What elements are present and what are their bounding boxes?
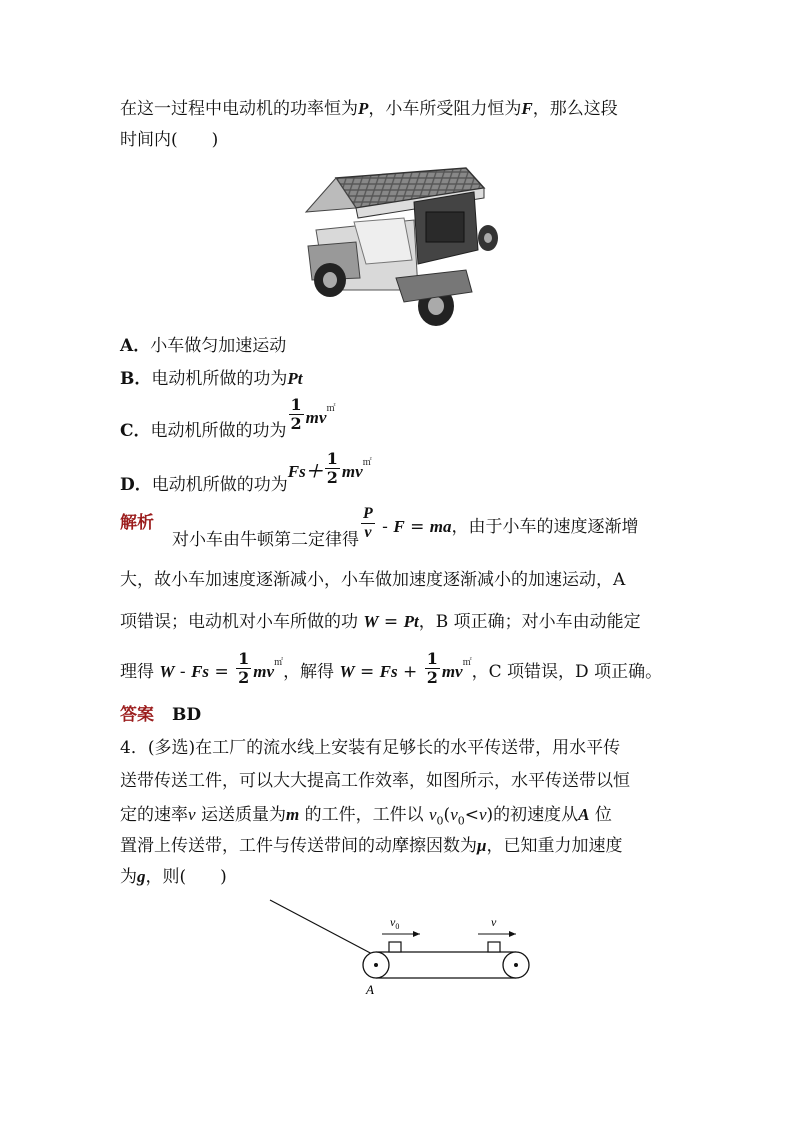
denominator: 2 — [290, 414, 302, 433]
subscript: 0 — [457, 814, 465, 828]
text: 对小车由牛顿第二定律得 — [172, 530, 359, 550]
text: ，由于小车的速度逐渐增 — [451, 517, 639, 537]
math: A — [578, 805, 590, 824]
math: m — [285, 805, 300, 824]
math: Fs＋ — [287, 462, 323, 481]
math: F — [393, 517, 405, 536]
text: ，小车所受阻力恒为 — [368, 99, 522, 119]
superscript: ㎡ — [274, 658, 284, 668]
denominator: 2 — [326, 468, 338, 487]
symbol-f: F — [521, 99, 533, 118]
text: ，解得 — [283, 662, 340, 682]
option-text: 小车做匀加速运动 — [150, 336, 287, 356]
label-v0: $v_0$ — [390, 915, 400, 931]
math: W — [159, 662, 175, 681]
math: g — [137, 867, 146, 886]
text: + — [397, 662, 423, 682]
workpiece-1 — [389, 942, 401, 952]
math: mv — [305, 408, 327, 427]
answer-tag: 答案 — [120, 705, 154, 725]
text: ，已知重力加速度 — [486, 836, 623, 856]
math: v — [429, 805, 437, 824]
text: < — [464, 805, 479, 825]
answer-line — [120, 707, 201, 724]
superscript: ㎡ — [362, 458, 372, 468]
numerator: 1 — [238, 649, 250, 668]
q4-line-2: 送带传送工件，可以大大提高工作效率，如图所示，水平传送带以恒 — [120, 771, 630, 791]
analysis-line-1 — [120, 505, 639, 550]
text: ，那么这段 — [532, 99, 618, 119]
answer-value: BD — [172, 705, 202, 725]
denominator: v — [364, 524, 372, 541]
superscript: ㎡ — [462, 658, 472, 668]
numerator: 1 — [426, 649, 438, 668]
text: ，则( ) — [145, 867, 227, 887]
math: W — [363, 612, 379, 631]
q4-line-4 — [120, 837, 622, 855]
text: )的初速度从 — [486, 805, 579, 825]
option-a — [120, 338, 286, 355]
option-text: 电动机所做的功为 — [151, 369, 288, 389]
text: 理得 — [120, 662, 160, 682]
math: v — [478, 805, 487, 824]
fraction — [361, 505, 375, 542]
option-b — [120, 370, 302, 388]
text: 置滑上传送带，工件与传送带间的动摩擦因数为 — [120, 836, 477, 856]
math: ma — [429, 517, 452, 536]
math: v — [450, 805, 458, 824]
fraction — [236, 650, 251, 687]
text: 定的速率 — [120, 805, 188, 825]
numerator: 1 — [326, 449, 338, 468]
math: Pt — [403, 612, 419, 631]
text: 位 — [589, 805, 612, 825]
math: v — [188, 805, 196, 824]
intro-line-1 — [120, 100, 618, 118]
numerator: P — [363, 505, 373, 522]
option-text: 电动机所做的功为 — [151, 475, 288, 495]
option-label: D． — [120, 475, 152, 495]
option-label: C． — [120, 421, 151, 441]
text: ( — [443, 805, 451, 825]
math: W — [339, 662, 355, 681]
q4-line-5 — [120, 868, 227, 886]
math: Fs — [191, 662, 210, 681]
subscript: 0 — [436, 814, 444, 828]
ramp-line — [270, 900, 376, 956]
label-v: v — [491, 915, 497, 929]
denominator: 2 — [426, 668, 438, 687]
text: - — [376, 517, 394, 537]
math: mv — [253, 662, 275, 681]
label-a: A — [366, 982, 374, 997]
text: ，C 项错误，D 项正确。 — [471, 662, 663, 682]
text: ，B 项正确；对小车由动能定 — [418, 612, 641, 632]
analysis-tag: 解析 — [120, 513, 154, 533]
math: Pt — [287, 369, 303, 388]
text: = — [404, 517, 430, 537]
option-d — [120, 449, 372, 495]
intro-line-2: 时间内( ) — [120, 130, 219, 150]
text: 运送质量为 — [195, 805, 286, 825]
superscript: ㎡ — [326, 404, 336, 414]
math: mv — [341, 462, 363, 481]
fraction — [325, 450, 340, 487]
fraction — [289, 396, 304, 433]
analysis-line-2: 大，故小车加速度逐渐减小，小车做加速度逐渐减小的加速运动，A — [120, 570, 626, 590]
analysis-line-4 — [120, 650, 662, 687]
math: μ — [477, 836, 487, 855]
option-label: B． — [120, 369, 152, 389]
solar-car-image — [296, 160, 502, 330]
q4-line-3 — [120, 806, 612, 826]
text: 4．(多选)在工厂的流水线上安装有足够长的水平传送带，用水平传 — [120, 738, 621, 758]
text: - — [174, 662, 192, 682]
option-label: A． — [120, 336, 151, 356]
text: = — [354, 662, 380, 682]
numerator: 1 — [290, 395, 302, 414]
math: mv — [441, 662, 463, 681]
fraction — [425, 650, 440, 687]
analysis-line-3 — [120, 613, 641, 631]
conveyor-belt-figure — [266, 896, 536, 1006]
q4-line-1 — [120, 740, 620, 757]
text: 为 — [120, 867, 137, 887]
denominator: 2 — [238, 668, 250, 687]
symbol-p: P — [358, 99, 369, 118]
text: = — [378, 612, 404, 632]
math: Fs — [379, 662, 398, 681]
workpiece-2 — [488, 942, 500, 952]
option-text: 电动机所做的功为 — [150, 421, 287, 441]
option-c — [120, 395, 336, 441]
text: = — [209, 662, 235, 682]
text: 在这一过程中电动机的功率恒为 — [120, 99, 358, 119]
text: 项错误；电动机对小车所做的功 — [120, 612, 364, 632]
text: 的工件，工件以 — [299, 805, 429, 825]
